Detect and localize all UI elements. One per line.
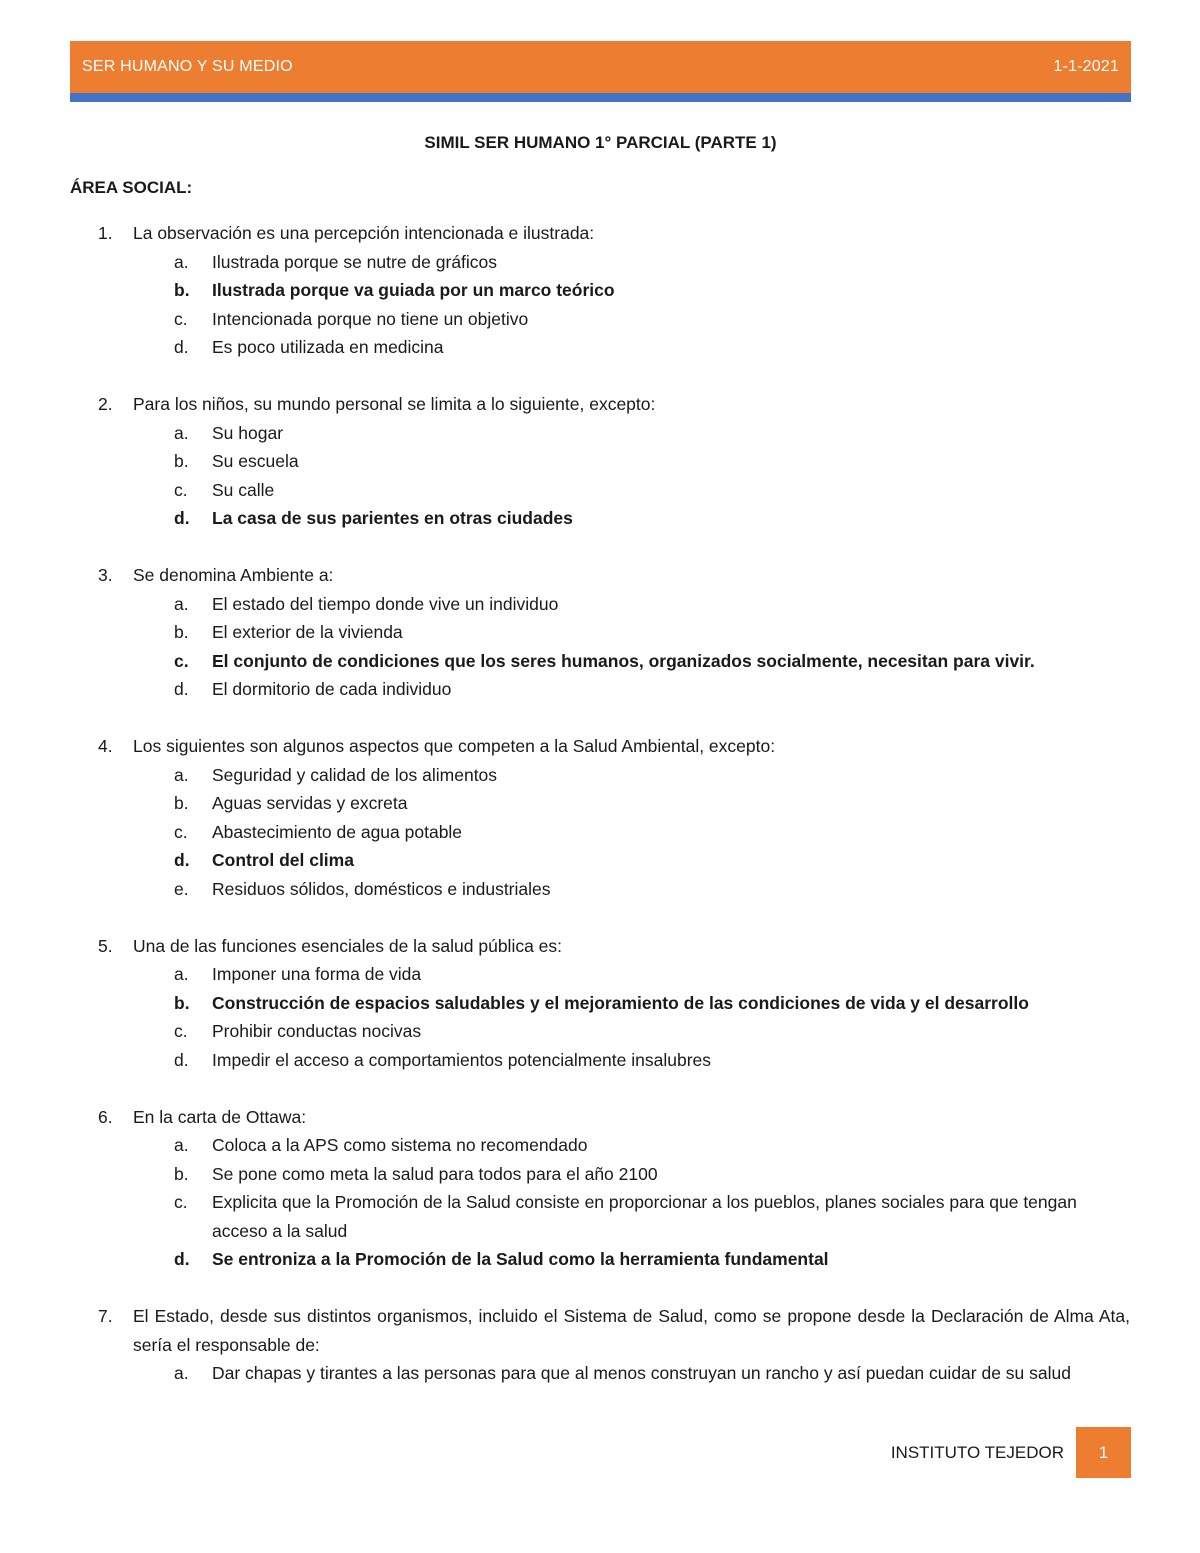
option-letter: c.: [174, 1021, 188, 1041]
option-text: El estado del tiempo donde vive un individuo: [212, 593, 559, 614]
option-letter: b.: [174, 793, 189, 813]
option-letter: a.: [174, 764, 189, 785]
option-text: Su hogar: [212, 422, 284, 443]
option-letter: b.: [174, 992, 190, 1013]
option-item: [70, 818, 1130, 847]
option-letter: b.: [174, 451, 189, 471]
option-text: Abastecimiento de agua potable: [212, 821, 463, 842]
option-letter: c.: [174, 650, 189, 671]
option-item-correct: [70, 504, 1130, 533]
option-letter: a.: [174, 251, 189, 272]
option-item: [70, 618, 1130, 647]
option-text: Prohibir conductas nocivas: [212, 1021, 422, 1041]
option-list: [70, 761, 1130, 904]
option-letter: a.: [174, 593, 189, 614]
question-item: [70, 732, 1130, 903]
question-list: [70, 219, 1130, 1388]
option-item: [70, 1359, 1130, 1388]
page-number-label: 1: [1098, 1442, 1109, 1462]
question-stem: [70, 732, 1130, 761]
option-item-correct: [70, 846, 1130, 875]
option-list: [70, 419, 1130, 533]
question-number: 6.: [98, 1106, 113, 1127]
option-item: [70, 960, 1130, 989]
option-letter: d.: [174, 1249, 190, 1269]
header-date: 1-1-2021: [1053, 58, 1119, 75]
option-item: [70, 590, 1130, 619]
option-item: [70, 1046, 1130, 1075]
option-letter: d.: [174, 1049, 189, 1070]
question-text: En la carta de Ottawa:: [133, 1106, 307, 1127]
option-text: Intencionada porque no tiene un objetivo: [212, 308, 529, 329]
question-item: [70, 932, 1130, 1075]
question-item: [70, 219, 1130, 362]
option-list: [70, 1131, 1130, 1274]
option-letter: d.: [174, 679, 189, 699]
document-title: SIMIL SER HUMANO 1° PARCIAL (PARTE 1): [424, 133, 777, 152]
option-item: [70, 1188, 1130, 1245]
option-item: [70, 447, 1130, 476]
page-number: [1076, 1427, 1131, 1478]
question-text: Se denomina Ambiente a:: [133, 565, 334, 585]
question-text: El Estado, desde sus distintos organismos, incluido el Sistema de Salud, como se propone desde la Declaración de Alma Ata, sería el responsable de:: [133, 1306, 1130, 1355]
option-text: Coloca a la APS como sistema no recomendado: [212, 1135, 588, 1155]
question-item: [70, 561, 1130, 704]
question-number: 3.: [98, 565, 113, 585]
question-text: Para los niños, su mundo personal se limita a lo siguiente, excepto:: [133, 394, 656, 414]
option-text: Impedir el acceso a comportamientos potencialmente insalubres: [212, 1049, 712, 1070]
option-list: [70, 590, 1130, 704]
option-text: Seguridad y calidad de los alimentos: [212, 764, 498, 785]
question-text: Los siguientes son algunos aspectos que competen a la Salud Ambiental, excepto:: [133, 736, 776, 756]
question-stem: [70, 219, 1130, 248]
option-text: Construcción de espacios saludables y el mejoramiento de las condiciones de vida y el desarrollo: [212, 992, 1029, 1013]
option-letter: a.: [174, 422, 189, 443]
question-text: La observación es una percepción intencionada e ilustrada:: [133, 223, 595, 243]
option-letter: b.: [174, 280, 190, 300]
option-letter: b.: [174, 1163, 189, 1184]
question-number: 7.: [98, 1306, 113, 1326]
option-text: La casa de sus parientes en otras ciudades: [212, 508, 573, 528]
option-list: [70, 960, 1130, 1074]
header-course-name: SER HUMANO Y SU MEDIO: [82, 58, 293, 75]
section-title: ÁREA SOCIAL:: [70, 178, 193, 197]
option-item: [70, 476, 1130, 505]
question-stem: [70, 561, 1130, 590]
option-text: Dar chapas y tirantes a las personas para que al menos construyan un rancho y así puedan cuidar de su salud: [212, 1363, 1071, 1383]
option-letter: a.: [174, 1135, 189, 1155]
option-item: [70, 789, 1130, 818]
option-list: [70, 1359, 1130, 1388]
option-text: El conjunto de condiciones que los seres humanos, organizados socialmente, necesitan para vivir.: [212, 650, 1035, 671]
option-item-correct: [70, 989, 1130, 1018]
option-item: [70, 675, 1130, 704]
option-item: [70, 333, 1130, 362]
option-item: [70, 761, 1130, 790]
option-text: Aguas servidas y excreta: [212, 793, 408, 813]
option-item-correct: [70, 1245, 1130, 1274]
option-text: Ilustrada porque va guiada por un marco teórico: [212, 280, 615, 300]
option-letter: d.: [174, 850, 190, 870]
option-letter: c.: [174, 1192, 188, 1212]
option-text: Se pone como meta la salud para todos para el año 2100: [212, 1163, 658, 1184]
option-text: El dormitorio de cada individuo: [212, 679, 452, 699]
header-rule: [70, 93, 1131, 102]
question-stem: [70, 1302, 1130, 1359]
option-letter: b.: [174, 622, 189, 642]
question-number: 4.: [98, 736, 113, 756]
option-letter: d.: [174, 508, 190, 528]
option-letter: d.: [174, 337, 189, 357]
footer-institution: INSTITUTO TEJEDOR: [890, 1443, 1064, 1462]
option-letter: a.: [174, 964, 189, 984]
question-stem: [70, 932, 1130, 961]
option-letter: c.: [174, 308, 188, 329]
option-text: El exterior de la vivienda: [212, 622, 403, 642]
question-stem: [70, 1103, 1130, 1132]
option-text: Imponer una forma de vida: [212, 964, 422, 984]
option-item: [70, 1017, 1130, 1046]
option-text: Explicita que la Promoción de la Salud consiste en proporcionar a los pueblos, planes sociales para que tengan acceso a la salud: [212, 1192, 1077, 1241]
option-letter: c.: [174, 479, 188, 500]
question-stem: [70, 390, 1130, 419]
option-text: Ilustrada porque se nutre de gráficos: [212, 251, 498, 272]
option-item: [70, 419, 1130, 448]
option-item-correct: [70, 647, 1130, 676]
option-list: [70, 248, 1130, 362]
option-text: Es poco utilizada en medicina: [212, 337, 444, 357]
option-text: Residuos sólidos, domésticos e industriales: [212, 878, 551, 899]
option-text: Su calle: [212, 479, 275, 500]
option-letter: a.: [174, 1363, 189, 1383]
option-item-correct: [70, 276, 1130, 305]
option-letter: e.: [174, 878, 189, 899]
page-header: [70, 41, 1131, 93]
option-item: [70, 1131, 1130, 1160]
question-item: [70, 1302, 1130, 1388]
question-item: [70, 1103, 1130, 1274]
option-item: [70, 875, 1130, 904]
option-item: [70, 248, 1130, 277]
question-number: 1.: [98, 223, 113, 243]
option-item: [70, 305, 1130, 334]
question-text: Una de las funciones esenciales de la salud pública es:: [133, 935, 563, 956]
option-item: [70, 1160, 1130, 1189]
question-number: 2.: [98, 394, 113, 414]
option-text: Se entroniza a la Promoción de la Salud como la herramienta fundamental: [212, 1249, 829, 1269]
option-text: Control del clima: [212, 850, 354, 870]
option-letter: c.: [174, 821, 188, 842]
question-item: [70, 390, 1130, 533]
question-number: 5.: [98, 935, 113, 956]
option-text: Su escuela: [212, 451, 299, 471]
